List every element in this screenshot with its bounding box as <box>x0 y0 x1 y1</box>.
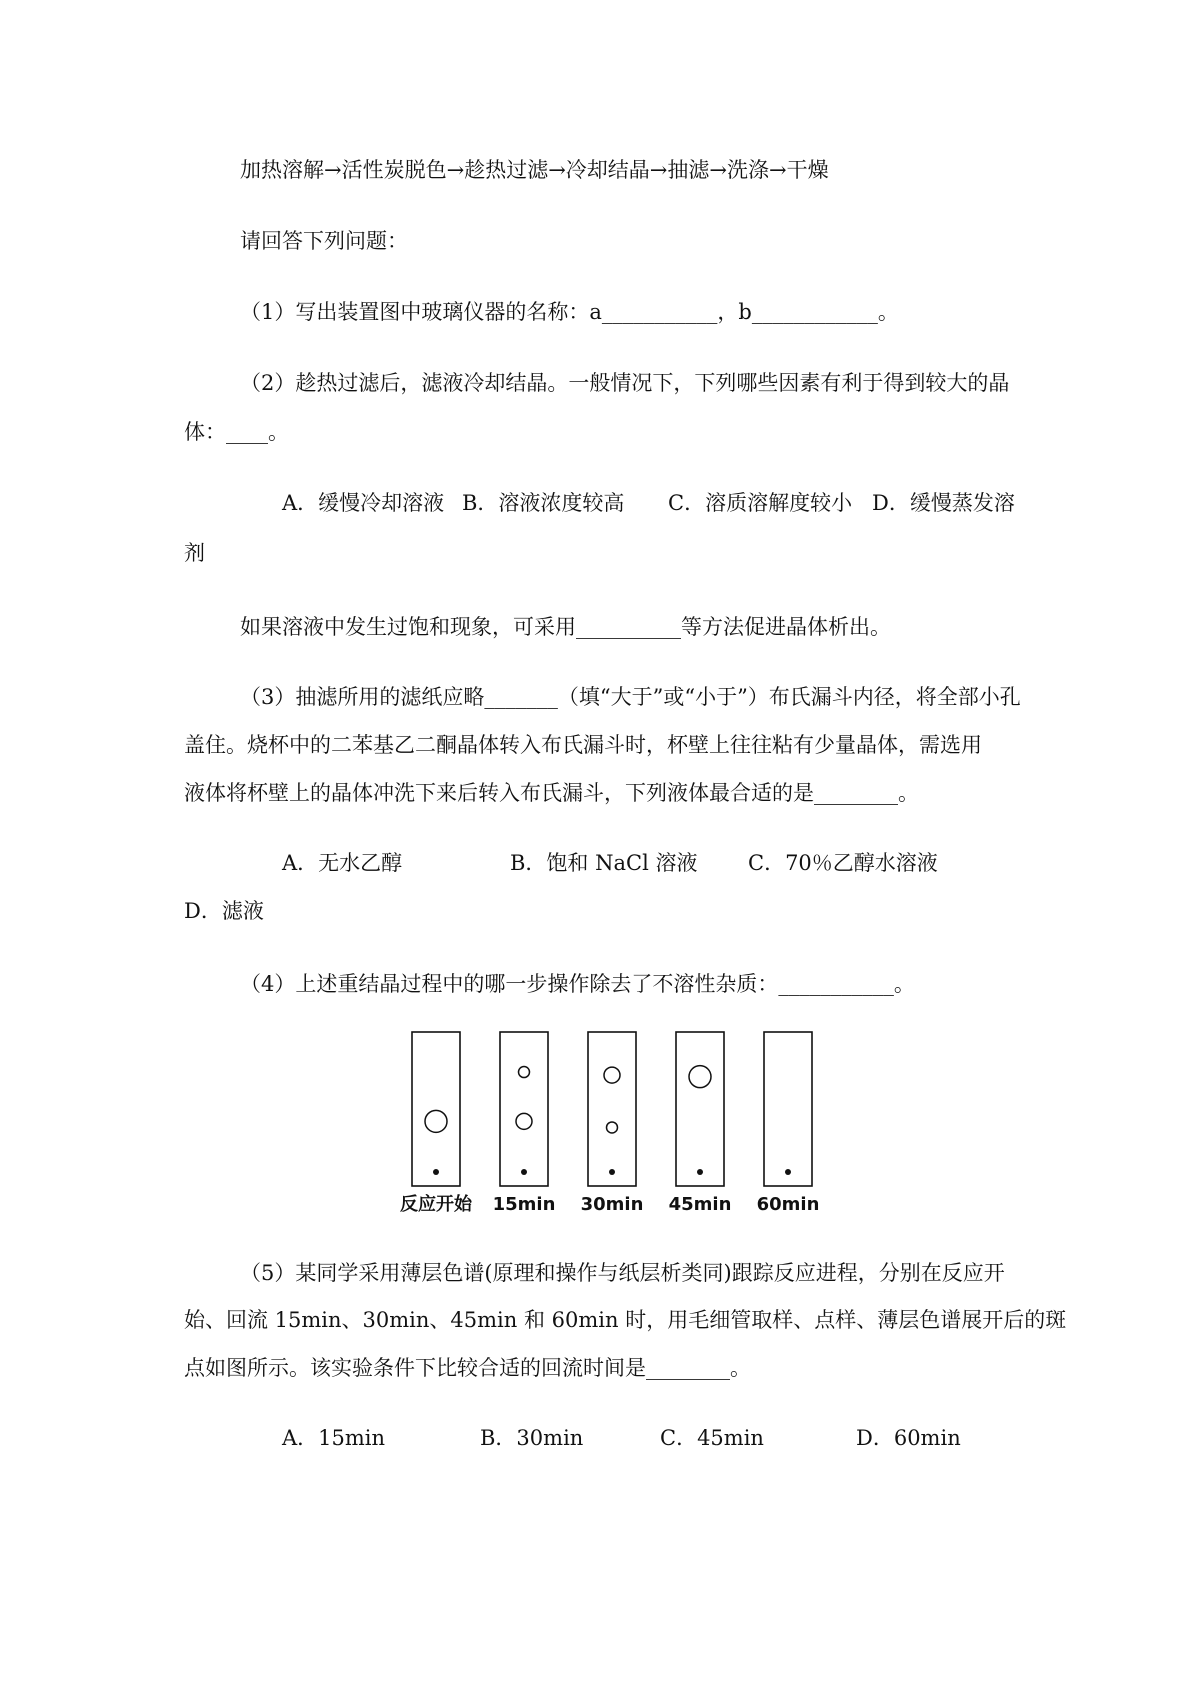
q2-option-d: D．缓慢蒸发溶 <box>872 491 1015 515</box>
q3-option-c: C．70％乙醇水溶液 <box>748 851 938 875</box>
intro-text: 请回答下列问题： <box>240 229 408 253</box>
tlc-plate-label: 45min <box>668 1194 732 1215</box>
question-5-line-1: （5）某同学采用薄层色谱(原理和操作与纸层析类同)跟踪反应进程，分别在反应开 <box>240 1261 1005 1285</box>
question-3-line-3: 液体将杯壁上的晶体冲洗下来后转入布氏漏斗，下列液体最合适的是________。 <box>184 781 919 805</box>
q3-option-a: A．无水乙醇 <box>282 851 403 875</box>
tlc-spot <box>425 1110 447 1132</box>
tlc-plate <box>757 1032 820 1215</box>
question-5-line-2: 始、回流 15min、30min、45min 和 60min 时，用毛细管取样、点样、薄层色谱展开后的斑 <box>184 1308 1067 1332</box>
tlc-plate-label: 30min <box>580 1194 644 1215</box>
tlc-spot <box>604 1067 620 1083</box>
tlc-spot <box>607 1122 618 1133</box>
tlc-plate-label: 15min <box>492 1194 556 1215</box>
tlc-plate-frame <box>764 1032 812 1186</box>
tlc-origin-dot <box>521 1169 527 1175</box>
tlc-plate <box>400 1032 473 1215</box>
q3-option-b: B．饱和 NaCl 溶液 <box>510 851 698 875</box>
q3-option-wrap: D．滤液 <box>184 899 264 923</box>
question-3-line-1: （3）抽滤所用的滤纸应略_______（填“大于”或“小于”）布氏漏斗内径，将全部小孔 <box>240 685 1021 709</box>
question-2-line-1: （2）趁热过滤后，滤液冷却结晶。一般情况下，下列哪些因素有利于得到较大的晶 <box>240 371 1010 395</box>
question-1: （1）写出装置图中玻璃仪器的名称：a___________，b____________。 <box>240 300 899 324</box>
q2-option-c: C．溶质溶解度较小 <box>668 491 853 515</box>
q5-option-a: A．15min <box>282 1426 386 1450</box>
tlc-plate-frame <box>500 1032 548 1186</box>
tlc-plate-label: 60min <box>756 1194 820 1215</box>
question-2-follow: 如果溶液中发生过饱和现象，可采用__________等方法促进晶体析出。 <box>240 615 891 639</box>
q5-option-b: B．30min <box>480 1426 584 1450</box>
tlc-plate-frame <box>588 1032 636 1186</box>
tlc-plate <box>493 1032 556 1215</box>
tlc-plate <box>581 1032 644 1215</box>
tlc-plates <box>400 1028 850 1216</box>
question-4: （4）上述重结晶过程中的哪一步操作除去了不溶性杂质：___________。 <box>240 972 915 996</box>
tlc-plate-frame <box>412 1032 460 1186</box>
tlc-origin-dot <box>785 1169 791 1175</box>
tlc-spot <box>519 1067 530 1078</box>
tlc-figure <box>400 1028 850 1216</box>
q2-option-wrap: 剂 <box>184 541 205 565</box>
tlc-origin-dot <box>697 1169 703 1175</box>
question-3-line-2: 盖住。烧杯中的二苯基乙二酮晶体转入布氏漏斗时，杯壁上往往粘有少量晶体，需选用 <box>184 733 982 757</box>
tlc-plate-label: 反应开始 <box>400 1194 472 1215</box>
q2-option-a: A．缓慢冷却溶液 <box>282 491 445 515</box>
q5-option-c: C．45min <box>660 1426 764 1450</box>
tlc-spot <box>689 1066 711 1088</box>
tlc-origin-dot <box>609 1169 615 1175</box>
q2-option-b: B．溶液浓度较高 <box>462 491 625 515</box>
q5-option-d: D．60min <box>856 1426 961 1450</box>
tlc-plate <box>669 1032 732 1215</box>
tlc-spot <box>516 1113 532 1129</box>
question-2-line-2: 体：____。 <box>184 420 289 444</box>
question-5-line-3: 点如图所示。该实验条件下比较合适的回流时间是________。 <box>184 1356 751 1380</box>
process-steps: 加热溶解→活性炭脱色→趁热过滤→冷却结晶→抽滤→洗涤→干燥 <box>240 158 829 182</box>
tlc-origin-dot <box>433 1169 439 1175</box>
tlc-plate-frame <box>676 1032 724 1186</box>
